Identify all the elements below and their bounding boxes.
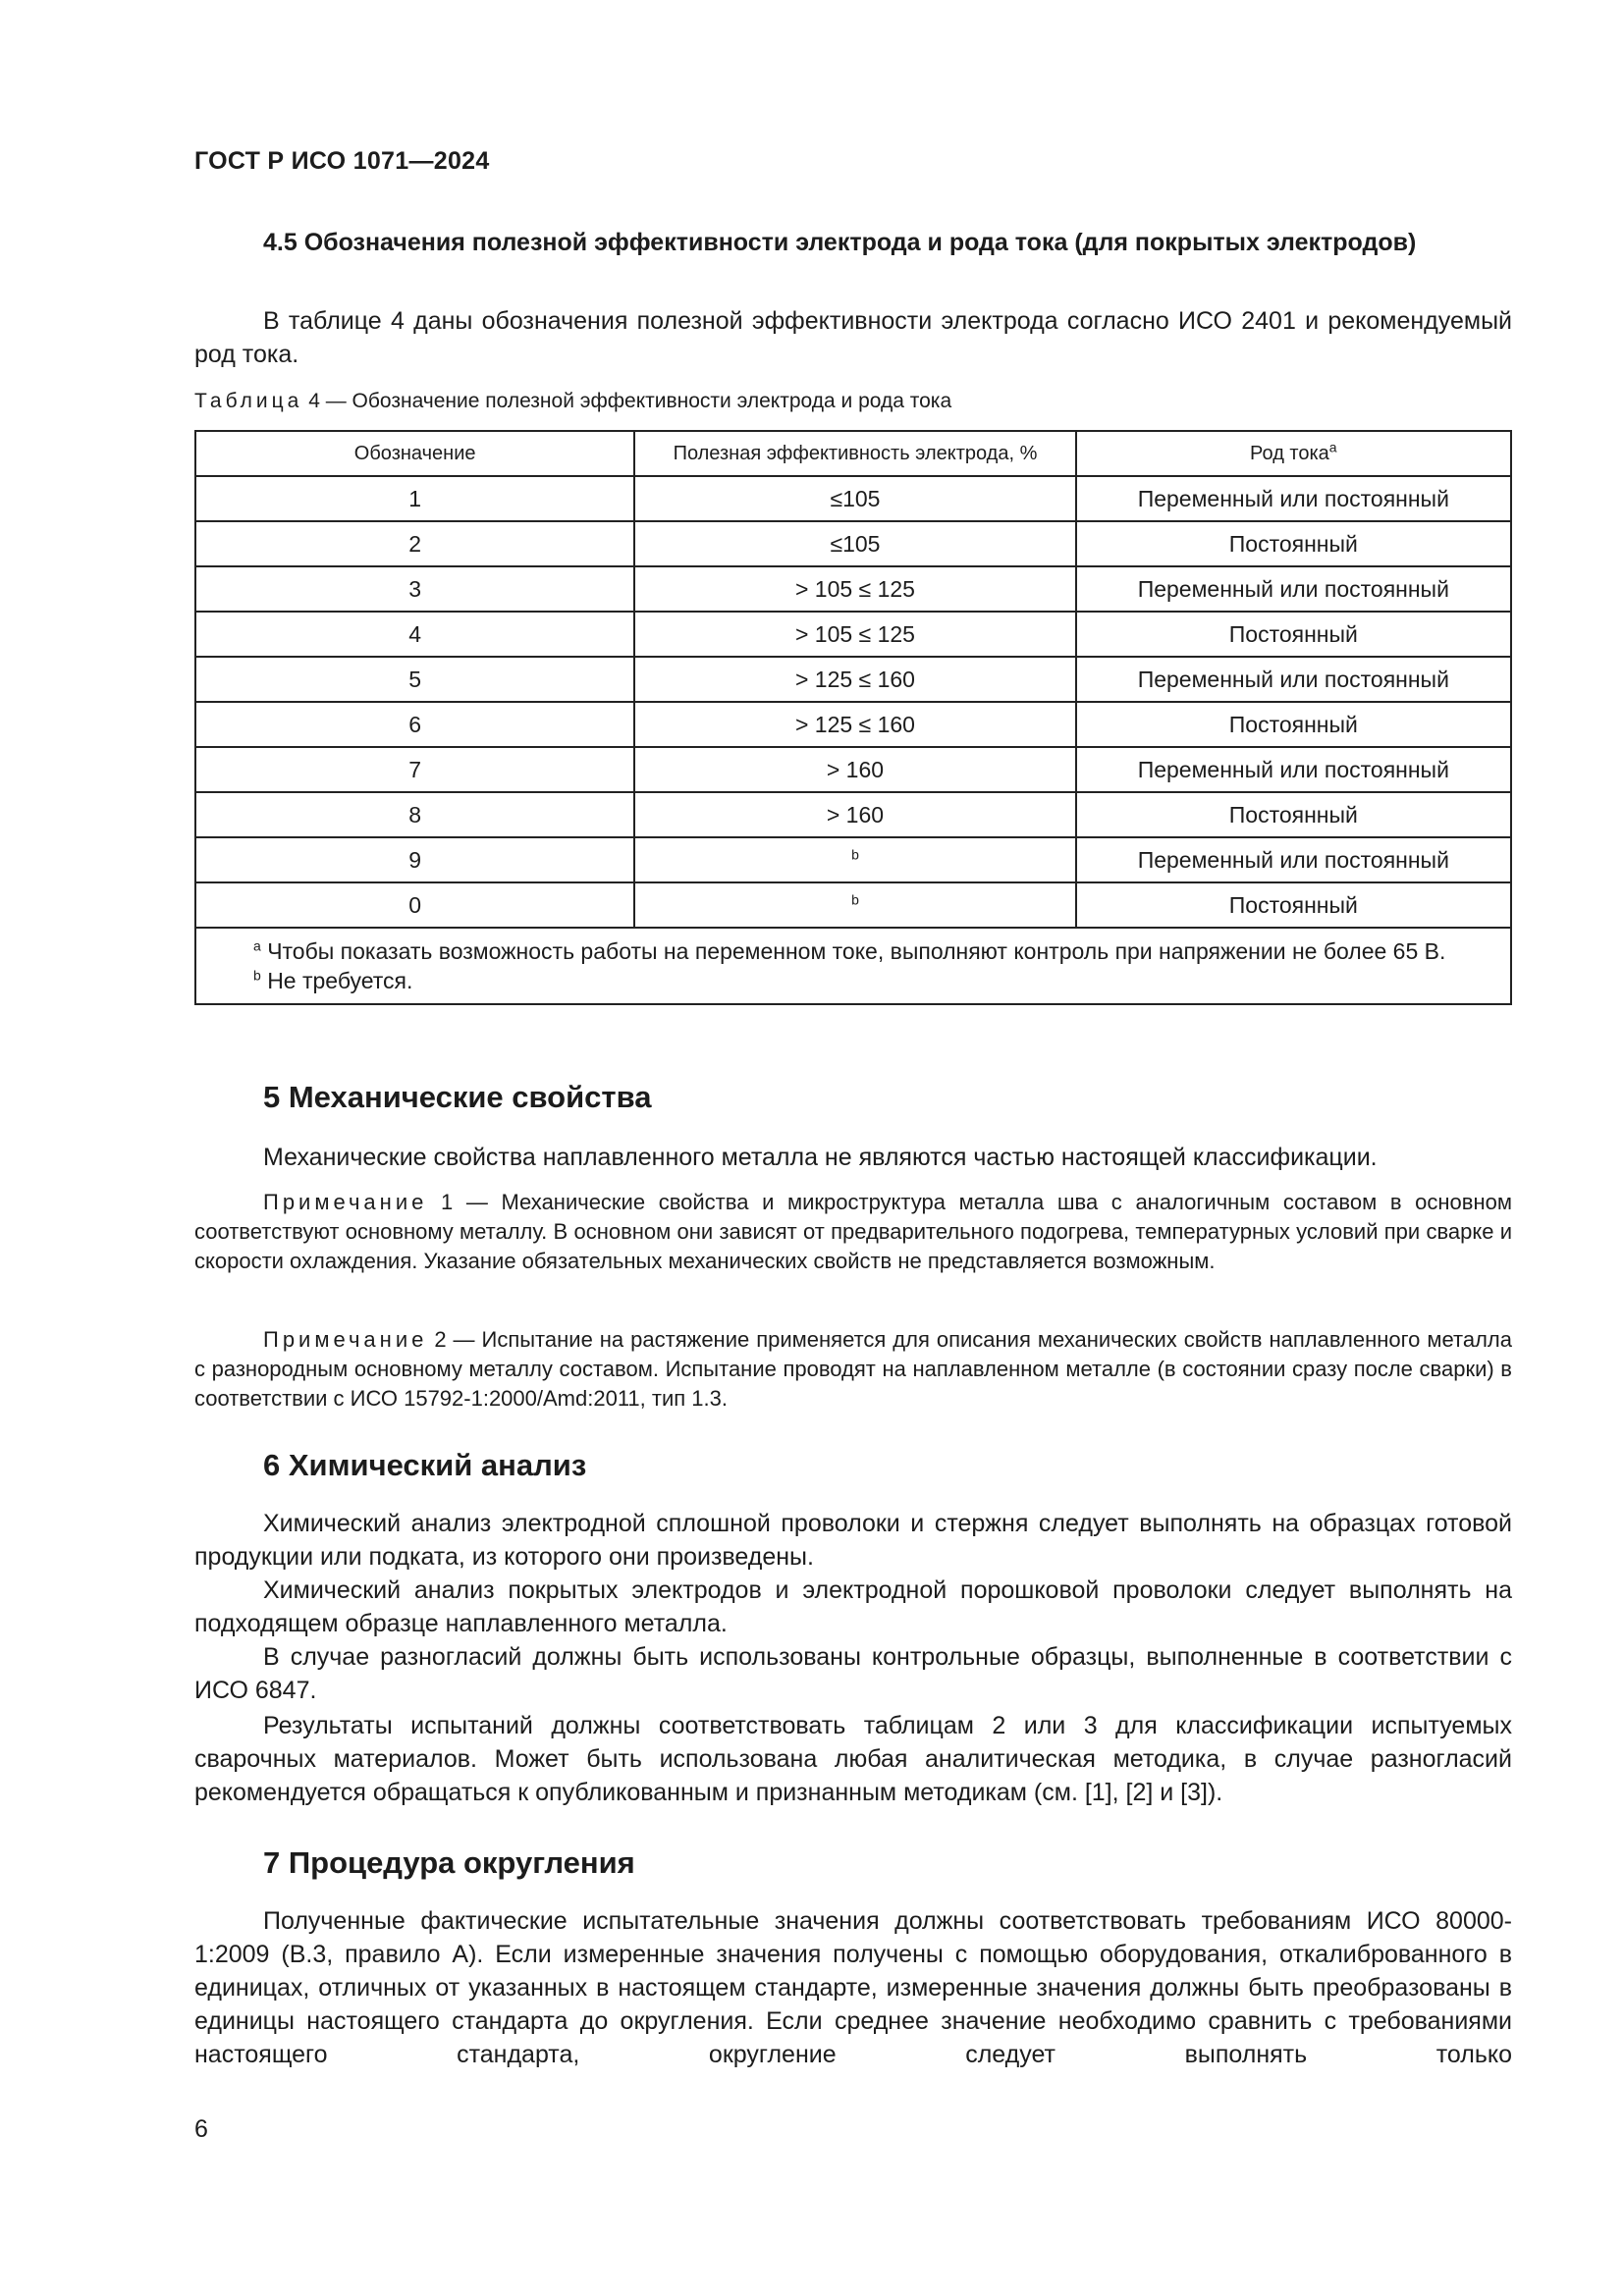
section-6-paragraph-4: Результаты испытаний должны соответствовать таблицам 2 или 3 для классификации испытуемых сварочных материалов. Может быть использована любая аналитическая методика, в случае разногласий рекомендуется обращаться к опубликованным и признанным методикам (см. [1], [2] и [3]).: [194, 1712, 1512, 1806]
table-row: 6 > 125 ≤ 160 Постоянный: [195, 702, 1511, 747]
table-caption-text: 4 — Обозначение полезной эффективности электрода и рода тока: [308, 390, 952, 412]
page-number: 6: [194, 2115, 208, 2143]
section-6-paragraph-1: Химический анализ электродной сплошной проволоки и стержня следует выполнять на образцах готовой продукции или подката, из которого они произведены.: [194, 1510, 1512, 1571]
section-6-paragraph-3: В случае разногласий должны быть использованы контрольные образцы, выполненные в соответствии с ИСО 6847.: [194, 1643, 1512, 1704]
section-5-paragraph: Механические свойства наплавленного металла не являются частью настоящей классификации.: [263, 1144, 1378, 1171]
note-2: Примечание 2 — Испытание на растяжение применяется для описания механических свойств наплавленного металла с разнородным основному металлу составом. Испытание проводят на наплавленном металле (в состоянии сразу после сварки) в соответствии с ИСО 15792-1:2000/Amd:2011, тип 1.3.: [194, 1327, 1512, 1411]
header-designation: Обозначение: [195, 431, 634, 476]
table-footnotes-row: [195, 928, 1511, 1004]
table-row: 9 $^b$ Переменный или постоянный: [195, 837, 1511, 882]
table-row: 4 > 105 ≤ 125 Постоянный: [195, 612, 1511, 657]
header-efficiency: Полезная эффективность электрода, %: [634, 431, 1075, 476]
table-row: 7 > 160 Переменный или постоянный: [195, 747, 1511, 792]
header-current: Род тока$^a$: [1076, 431, 1511, 476]
table-row: 2 ≤105 Постоянный: [195, 521, 1511, 566]
table-4: [194, 430, 1512, 1005]
section-4-5-paragraph: В таблице 4 даны обозначения полезной эффективности электрода согласно ИСО 2401 и рекомендуемый род тока.: [194, 307, 1512, 368]
table-header-row: [195, 431, 1511, 476]
section-6-paragraph-2: Химический анализ покрытых электродов и электродной порошковой проволоки следует выполнять на подходящем образце наплавленного металла.: [194, 1576, 1512, 1637]
table-row: 0 $^b$ Постоянный: [195, 882, 1511, 928]
section-7-heading: 7 Процедура округления: [263, 1845, 635, 1880]
document-header: ГОСТ Р ИСО 1071—2024: [194, 147, 490, 175]
table-row: 8 > 160 Постоянный: [195, 792, 1511, 837]
table-row: 3 > 105 ≤ 125 Переменный или постоянный: [195, 566, 1511, 612]
section-7-paragraph-1: Полученные фактические испытательные значения должны соответствовать требованиям ИСО 80000-1:2009 (B.3, правило A). Если измеренные значения получены с помощью оборудования, откалиброванного в единицах, отличных от указанных в настоящем стандарте, измеренные значения должны быть преобразованы в единицы настоящего стандарта до округления. Если среднее значение необходимо сравнить с требованиями настоящего стандарта, округление следует выполнять только: [194, 1907, 1512, 2068]
table-4-caption: [194, 390, 951, 413]
table-row: 1 ≤105 Переменный или постоянный: [195, 476, 1511, 521]
table-footnotes: [195, 928, 1511, 1004]
table-caption-label: Таблица: [194, 390, 303, 412]
section-6-heading: 6 Химический анализ: [263, 1448, 587, 1482]
footnote-a: $^a$ Чтобы показать возможность работы на переменном токе, выполняют контроль при напряжении не более 65 В.: [253, 937, 1446, 964]
footnote-b: $^b$ Не требуется.: [253, 967, 413, 993]
section-5-heading: 5 Механические свойства: [263, 1080, 652, 1114]
table-row: 5 > 125 ≤ 160 Переменный или постоянный: [195, 657, 1511, 702]
section-4-5-heading: 4.5 Обозначения полезной эффективности электрода и рода тока (для покрытых электродов): [263, 229, 1417, 256]
note-1: Примечание 1 — Механические свойства и микроструктура металла шва с аналогичным составом в основном соответствуют основному металлу. В основном они зависят от предварительного подогрева, температурных условий при сварке и скорости охлаждения. Указание обязательных механических свойств не представляется возможным.: [194, 1190, 1512, 1273]
